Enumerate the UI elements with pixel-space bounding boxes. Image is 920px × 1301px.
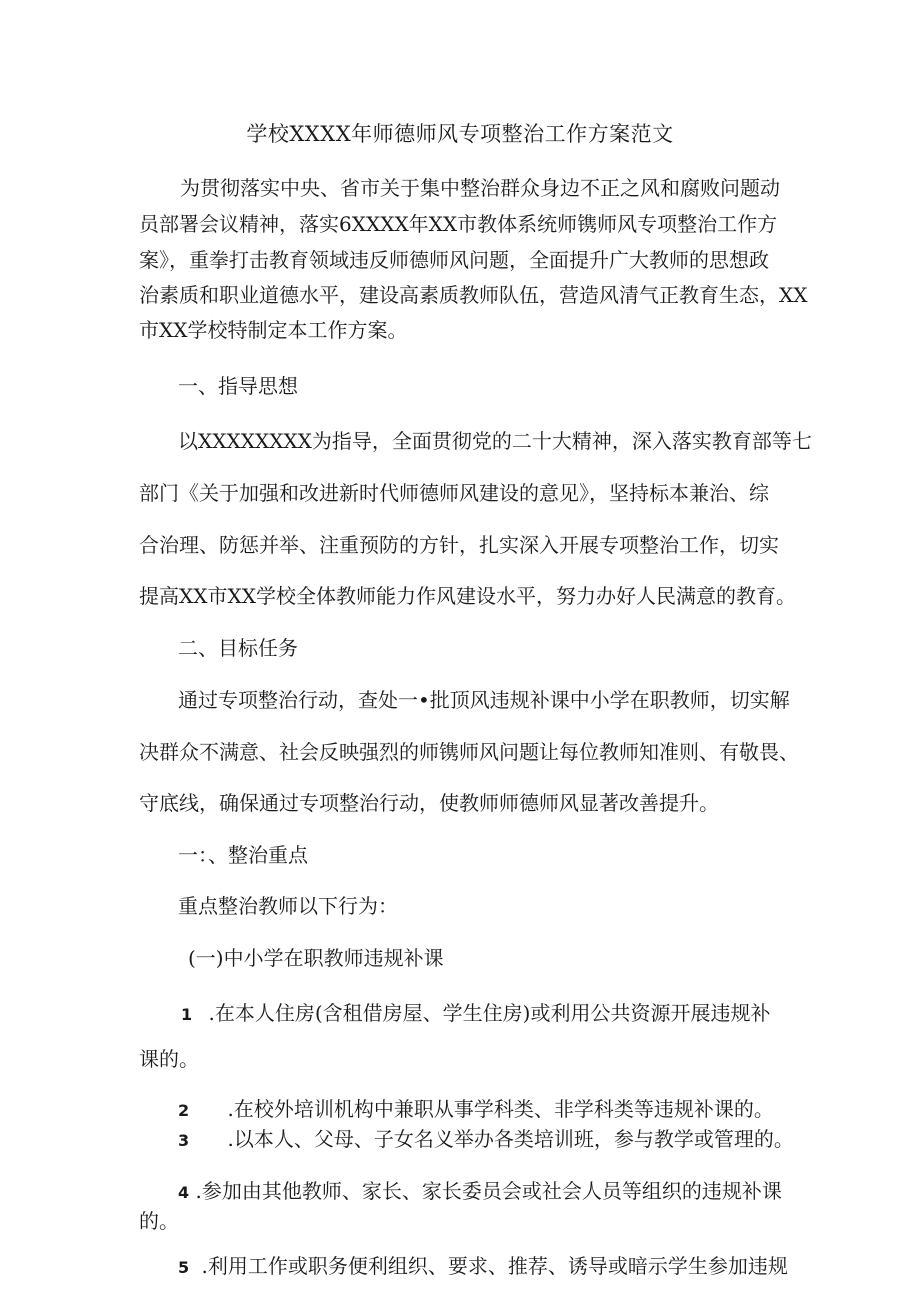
- guide-line: 合治理、防惩并举、注重预防的方针，扎实深入开展专项整治工作，切实: [139, 533, 779, 557]
- focus-intro: 重点整治教师以下行为：: [178, 894, 398, 918]
- intro-line: 市XX学校特制定本工作方案。: [139, 318, 408, 342]
- goal-line: 通过专项整治行动，查处一•批顶风违规补课中小学在职教师，切实解: [178, 688, 790, 712]
- intro-line: 员部署会议精神，落实6XXXX年XX市教体系统师镌师风专项整治工作方: [139, 212, 778, 236]
- item-text: .在本人住房(含租借房屋、学生住房)或利用公共资源开展违规补: [208, 1001, 771, 1025]
- section-heading: 一、指导思想: [178, 374, 298, 398]
- list-item: [178, 1250, 788, 1279]
- item-number: 5: [178, 1258, 190, 1277]
- guide-line: 部门《关于加强和改进新时代师德师风建设的意见》，坚持标本兼治、综: [139, 481, 769, 505]
- section-heading: 一：、整治重点: [178, 843, 308, 867]
- section-heading: 二、目标任务: [178, 636, 298, 660]
- list-item: [178, 1123, 794, 1152]
- list-item-continuation: 课的。: [139, 1047, 199, 1071]
- item-text: .以本人、父母、子女名义举办各类培训班，参与教学或管理的。: [227, 1127, 794, 1151]
- item-number: 1: [181, 1005, 193, 1024]
- item-number: 3: [178, 1131, 190, 1150]
- intro-line: 为贯彻落实中央、省市关于集中整治群众身边不正之风和腐败问题动: [180, 176, 780, 200]
- subsection-heading: (一)中小学在职教师违规补课: [188, 946, 444, 970]
- guide-line: 提高XX市XX学校全体教师能力作风建设水平，努力办好人民满意的教育。: [139, 584, 796, 608]
- intro-line: 案》，重拳打击教育领域违反师德师风问题，全面提升广大教师的思想政: [139, 248, 769, 272]
- intro-line: 治素质和职业道德水平，建设高素质教师队伍，营造风清气正教育生态，XX: [139, 283, 808, 307]
- item-text: .参加由其他教师、家长、家长委员会或社会人员等组织的违规补课: [195, 1179, 782, 1203]
- goal-line: 决群众不满意、社会反映强烈的师镌师风问题让每位教师知准则、有敬畏、: [139, 740, 799, 764]
- goal-line: 守底线，确保通过专项整治行动，使教师师德师风显著改善提升。: [139, 791, 719, 815]
- list-item: [181, 997, 770, 1026]
- list-item: [178, 1093, 774, 1122]
- list-item: [178, 1175, 782, 1204]
- list-item-continuation: 的。: [139, 1209, 179, 1233]
- item-text: .利用工作或职务便利组织、要求、推荐、诱导或暗示学生参加违规: [201, 1254, 788, 1278]
- item-number: 2: [178, 1101, 190, 1120]
- item-text: .在校外培训机构中兼职从事学科类、非学科类等违规补课的。: [227, 1097, 774, 1121]
- item-number: 4: [178, 1183, 190, 1202]
- guide-line: 以XXXXXXXX为指导，全面贯彻党的二十大精神，深入落实教育部等七: [178, 429, 812, 453]
- page-title: 学校XXXX年师德师风专项整治工作方案范文: [246, 122, 674, 146]
